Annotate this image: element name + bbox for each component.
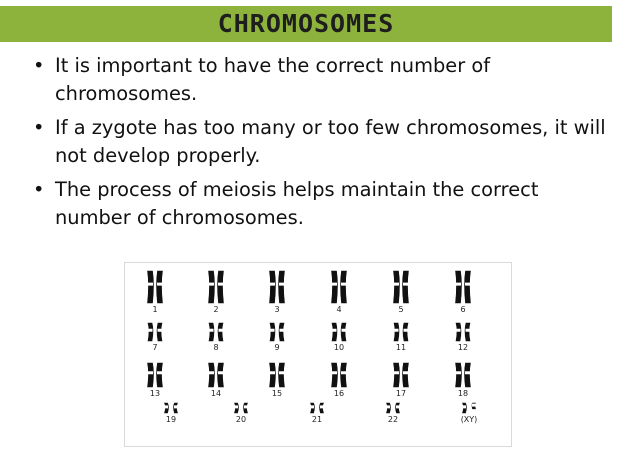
chromosome-icon — [140, 269, 170, 305]
chromosome-label: 1 — [152, 305, 158, 314]
chromosome-label: 19 — [165, 415, 177, 424]
chromosome-label: 3 — [274, 305, 280, 314]
chromosome-pair — [147, 401, 195, 424]
chromosome-label: 5 — [398, 305, 404, 314]
chromosome-pair — [377, 321, 425, 352]
title-bar — [0, 6, 612, 42]
bullet-text: It is important to have the correct number of chromosomes. — [55, 54, 491, 105]
chromosome-pair — [253, 269, 301, 314]
bullet-list — [33, 52, 613, 238]
bullet-item — [33, 52, 613, 108]
chromosome-pair — [131, 321, 179, 352]
chromosome-label: 16 — [333, 389, 345, 398]
chromosome-icon — [448, 361, 478, 389]
chromosome-pair — [369, 401, 417, 424]
chromosome-pair — [445, 401, 493, 424]
chromosome-icon — [140, 361, 170, 389]
bullet-dot: • — [33, 54, 45, 77]
chromosome-icon — [156, 401, 186, 415]
chromosome-pair — [315, 321, 363, 352]
chromosome-icon — [201, 321, 231, 343]
chromosome-pair — [377, 269, 425, 314]
karyotype-image — [124, 262, 512, 447]
chromosome-pair — [192, 361, 240, 398]
slide-title: CHROMOSOMES — [217, 9, 395, 38]
chromosome-pair — [253, 321, 301, 352]
chromosome-pair — [217, 401, 265, 424]
chromosome-label: 17 — [395, 389, 407, 398]
chromosome-label: 20 — [235, 415, 247, 424]
chromosome-label: 14 — [210, 389, 222, 398]
chromosome-icon — [386, 321, 416, 343]
chromosome-pair — [315, 269, 363, 314]
chromosome-icon — [386, 269, 416, 305]
bullet-item — [33, 114, 613, 170]
bullet-item — [33, 176, 613, 232]
chromosome-icon — [201, 361, 231, 389]
chromosome-label: 22 — [387, 415, 399, 424]
chromosome-icon — [262, 361, 292, 389]
bullet-text: If a zygote has too many or too few chromosomes, it will not develop properly. — [55, 116, 606, 167]
bullet-dot: • — [33, 178, 45, 201]
chromosome-label: 15 — [271, 389, 283, 398]
chromosome-pair — [293, 401, 341, 424]
chromosome-icon — [448, 321, 478, 343]
chromosome-pair — [377, 361, 425, 398]
chromosome-icon — [324, 321, 354, 343]
chromosome-label: (XY) — [460, 415, 478, 424]
bullet-dot: • — [33, 116, 45, 139]
chromosome-pair — [131, 361, 179, 398]
chromosome-icon — [386, 361, 416, 389]
chromosome-label: 18 — [457, 389, 469, 398]
chromosome-pair — [439, 361, 487, 398]
chromosome-icon — [262, 321, 292, 343]
chromosome-icon — [454, 401, 484, 415]
chromosome-pair — [131, 269, 179, 314]
chromosome-pair — [192, 321, 240, 352]
chromosome-label: 12 — [457, 343, 469, 352]
chromosome-label: 4 — [336, 305, 342, 314]
chromosome-label: 13 — [149, 389, 161, 398]
chromosome-icon — [201, 269, 231, 305]
chromosome-icon — [324, 269, 354, 305]
chromosome-label: 9 — [274, 343, 280, 352]
chromosome-pair — [439, 269, 487, 314]
chromosome-icon — [378, 401, 408, 415]
chromosome-pair — [315, 361, 363, 398]
chromosome-pair — [439, 321, 487, 352]
chromosome-icon — [302, 401, 332, 415]
chromosome-pair — [253, 361, 301, 398]
bullet-text: The process of meiosis helps maintain the correct number of chromosomes. — [55, 178, 539, 229]
chromosome-icon — [448, 269, 478, 305]
chromosome-label: 10 — [333, 343, 345, 352]
chromosome-pair — [192, 269, 240, 314]
chromosome-icon — [140, 321, 170, 343]
chromosome-label: 8 — [213, 343, 219, 352]
chromosome-label: 11 — [395, 343, 407, 352]
chromosome-label: 21 — [311, 415, 323, 424]
chromosome-icon — [324, 361, 354, 389]
chromosome-icon — [226, 401, 256, 415]
chromosome-icon — [262, 269, 292, 305]
chromosome-label: 2 — [213, 305, 219, 314]
chromosome-label: 6 — [460, 305, 466, 314]
chromosome-label: 7 — [152, 343, 158, 352]
